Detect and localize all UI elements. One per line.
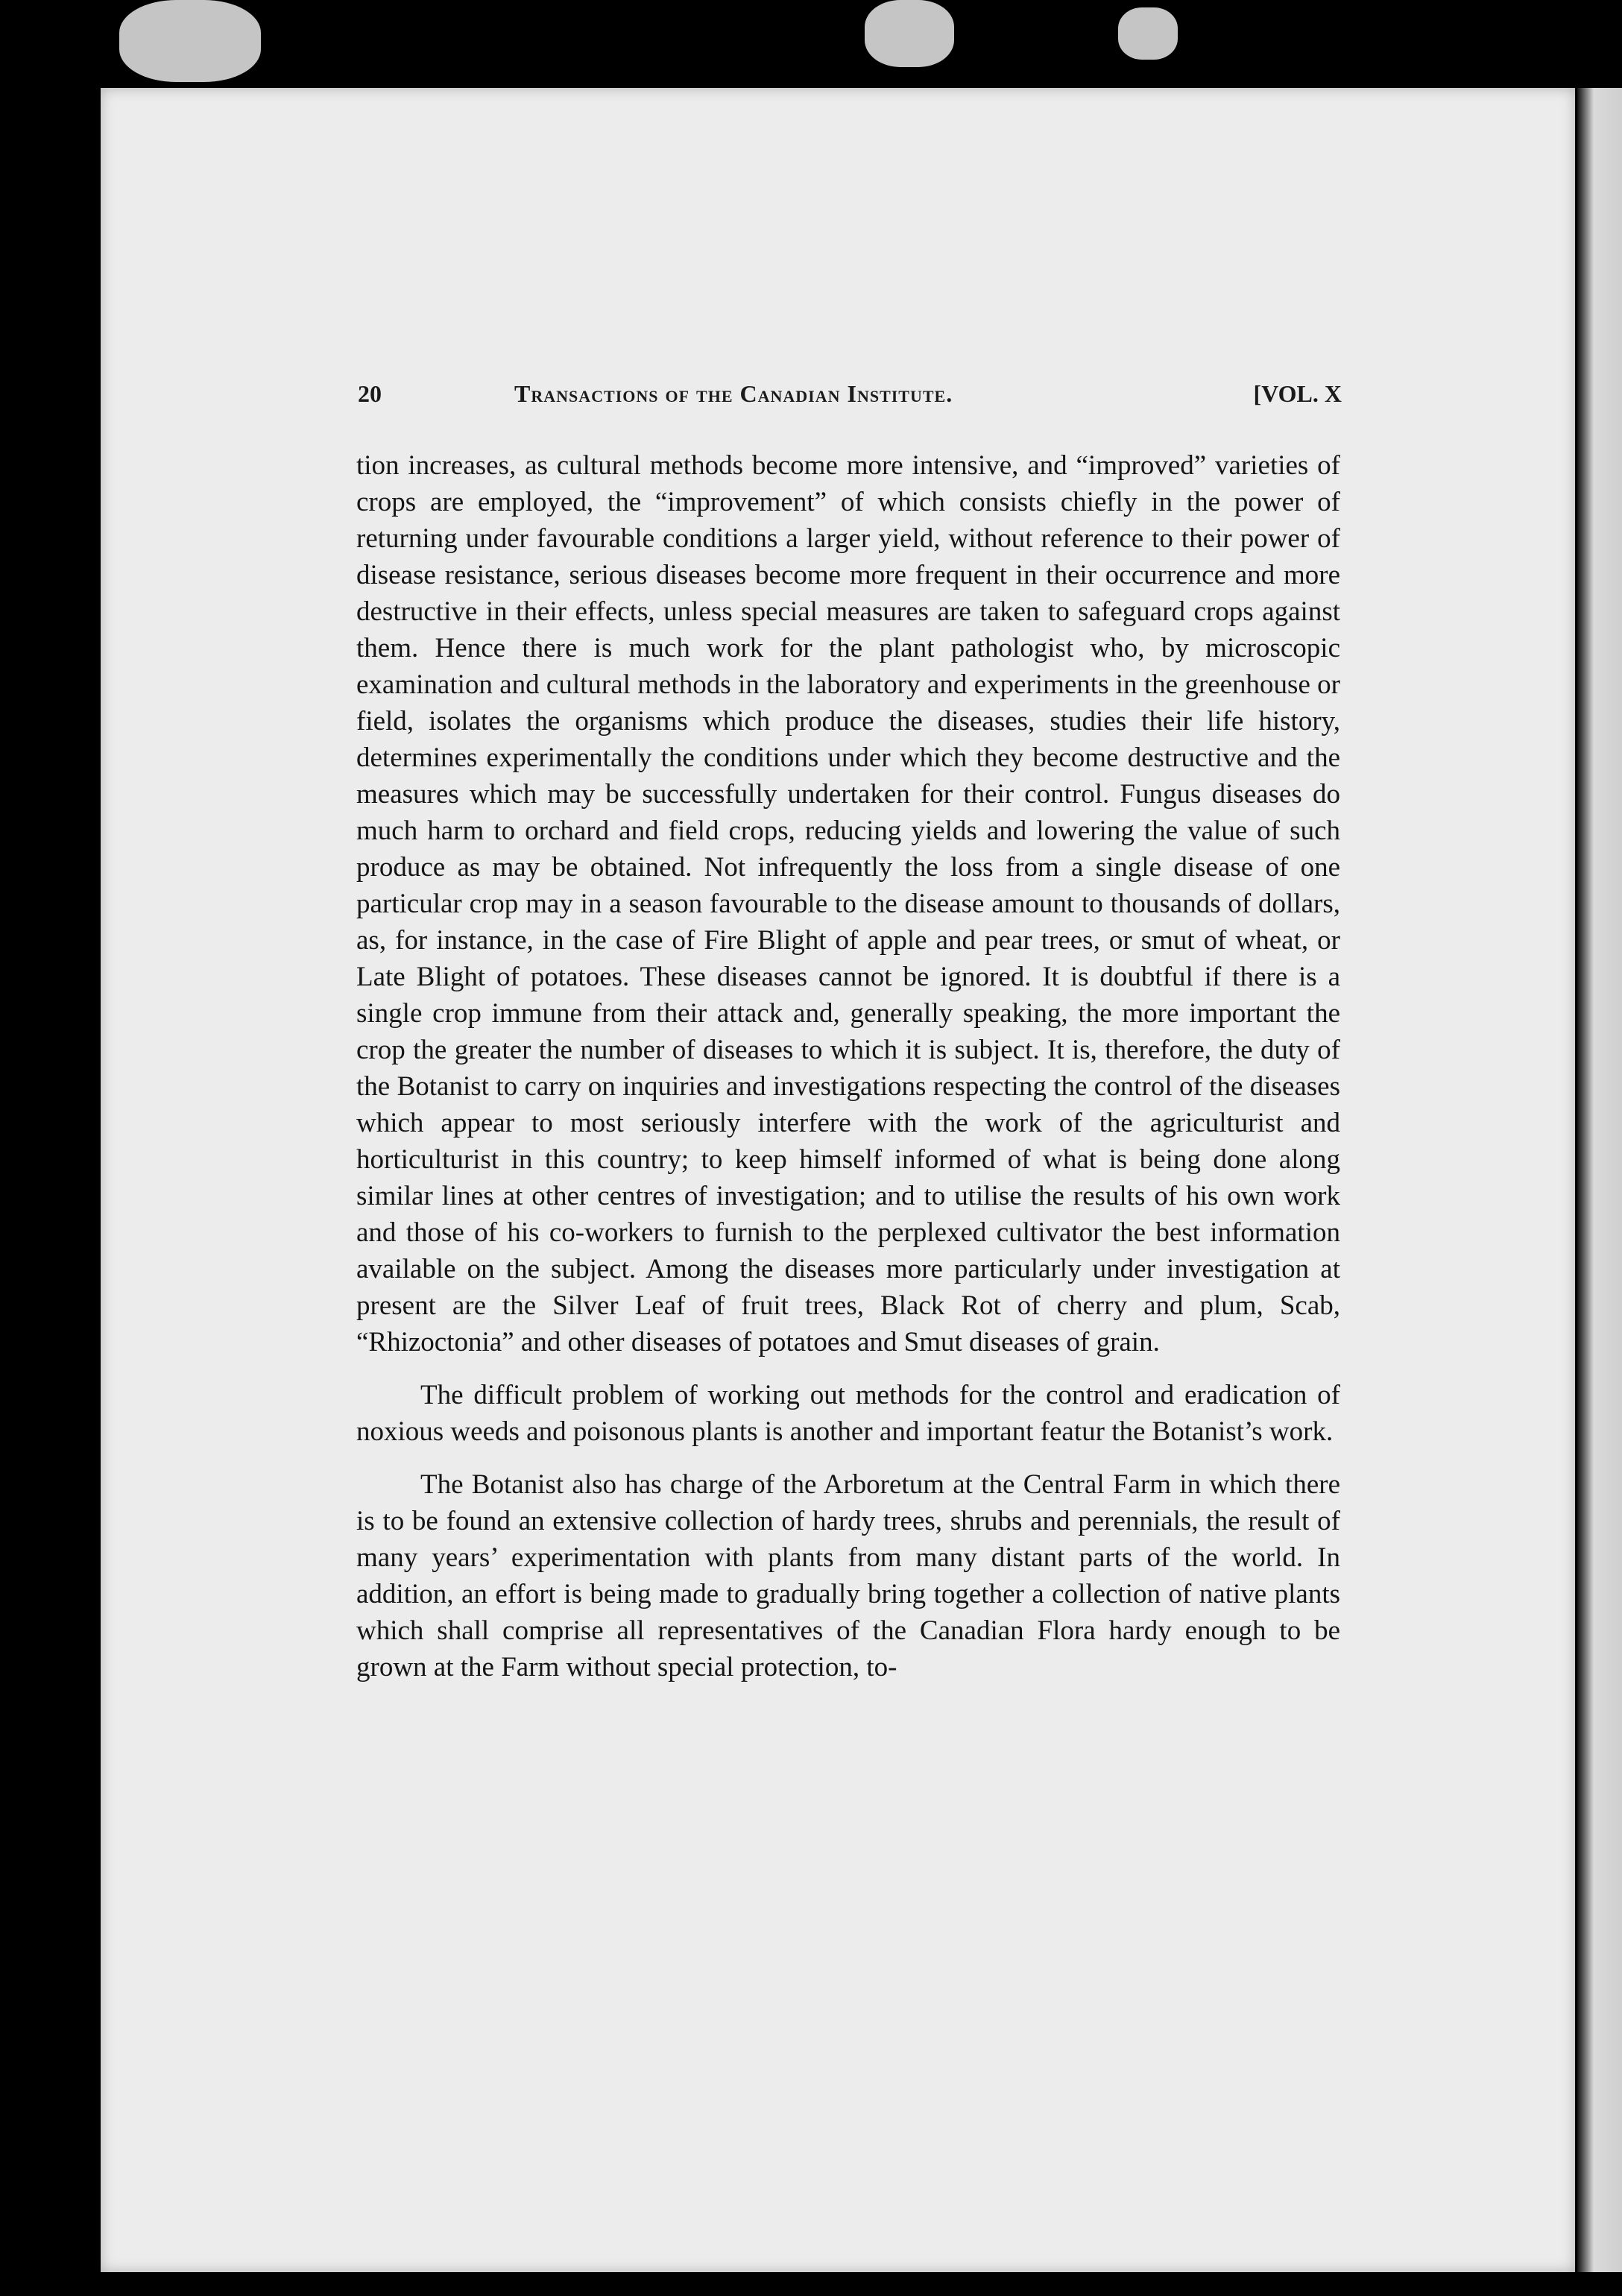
edge-damage-mark (119, 0, 261, 82)
running-header (358, 380, 1342, 416)
volume-label: [VOL. X (1253, 380, 1342, 407)
body-text (356, 447, 1340, 1685)
paragraph: tion increases, as cultural methods become more intensive, and “improved” varieties of crops are employed, the “improvement” of which consists chiefly in the power of returning under favourable conditions a larger yield, without reference to their power of disease resistance, serious diseases become more frequent in their occurrence and more destructive in their effects, unless special measures are taken to safeguard crops against them. Hence there is much work for the plant pathologist who, by microscopic examination and cultural methods in the laboratory and experiments in the greenhouse or field, isolates the organisms which produce the diseases, studies their life history, determines experimentally the conditions under which they become destructive and the measures which may be successfully undertaken for their control. Fungus diseases do much harm to orchard and field crops, reducing yields and lowering the value of such produce as may be obtained. Not infrequently the loss from a single disease of one particular crop may in a season favourable to the disease amount to thousands of dollars, as, for instance, in the case of Fire Blight of apple and pear trees, or smut of wheat, or Late Blight of potatoes. These diseases cannot be ignored. It is doubtful if there is a single crop immune from their attack and, generally speaking, the more important the crop the greater the number of diseases to which it is subject. It is, therefore, the duty of the Botanist to carry on inquiries and investigations respecting the control of the diseases which appear to most seriously interfere with the work of the agriculturist and horticulturist in this country; to keep himself informed of what is being done along similar lines at other centres of investigation; and to utilise the results of his own work and those of his co-workers to furnish to the perplexed cultivator the best information available on the subject. Among the diseases more particularly under investigation at present are the Silver Leaf of fruit trees, Black Rot of cherry and plum, Scab, “Rhizoctonia” and other diseases of potatoes and Smut diseases of grain. (356, 450, 1340, 1357)
facing-page-edge (1577, 88, 1622, 2272)
running-title: Transactions of the Canadian Institute. (514, 380, 953, 407)
edge-damage-mark (865, 0, 954, 67)
paragraph: The difficult problem of working out methods for the control and eradication of noxious weeds and poisonous plants is another and important featur the Botanist’s work. (356, 1380, 1340, 1447)
paragraph: The Botanist also has charge of the Arboretum at the Central Farm in which there is to be found an extensive collection of hardy trees, shrubs and perennials, the result of many years’ experimentation with plants from many distant parts of the world. In addition, an effort is being made to gradually bring together a collection of native plants which shall comprise all representatives of the Canadian Flora hardy enough to be grown at the Farm without special protection, to- (356, 1469, 1340, 1682)
page-number: 20 (358, 380, 382, 407)
edge-damage-mark (1118, 7, 1178, 60)
